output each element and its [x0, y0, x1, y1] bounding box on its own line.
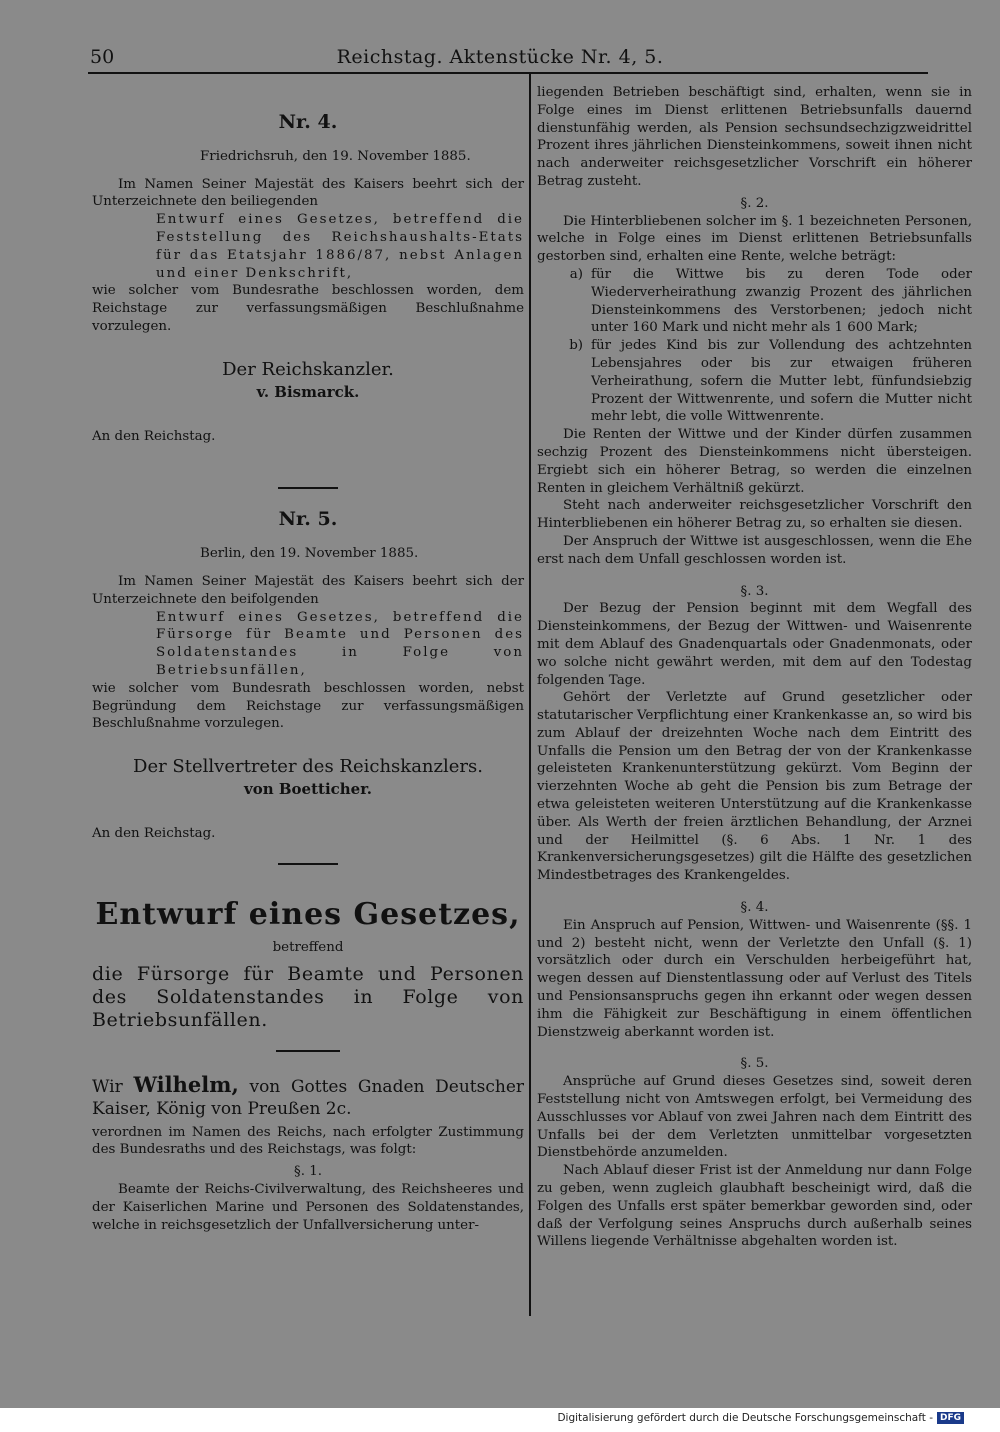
- s1-heading: §. 1.: [294, 1164, 322, 1180]
- s4-paragraph-1: Ein Anspruch auf Pension, Wittwen- und Waisenrente (§§. 1 und 2) besteht nicht, wenn der Verletzte den Unfall (§. 1) vorsätzlich oder durch ein Verschulden herbeigeführt hat, wegen dessen auf Dienstentlassung oder auf Verlust des Titels und Pensionsanspruchs gegen ihn erkannt oder wegen dessen ihm die Fähigkeit zur Beschäftigung in einem öffentlichen Dienstzweig aberkannt worden ist.: [537, 917, 972, 1040]
- page-header: [88, 44, 912, 70]
- s3-paragraph-2: Gehört der Verletzte auf Grund gesetzlicher oder statutarischer Verpflichtung einer Krankenkasse an, so wird bis zum Ablauf der dreizehnten Woche nach dem Eintritt des Unfalls die Pension um den Betrag der von der Krankenkasse geleisteten Krankenunterstützung gekürzt. Vom Beginn der vierzehnten Woche ab geht die Pension bis zum Betrage der etwa geleisteten weiteren Unterstützung auf die Krankenkasse über. Als Werth der freien ärztlichen Behandlung, der Arznei und der Heilmittel (§. 6 Abs. 1 Nr. 1 des Krankenversicherungsgesetzes) gilt die Hälfte des gesetzlichen Mindestbetrages des Krankengeldes.: [537, 690, 972, 884]
- enacting-formula: [92, 1071, 525, 1120]
- nr5-intro: Im Namen Seiner Majestät des Kaisers beehrt sich der Unterzeichnete den beifolgenden: [92, 573, 524, 607]
- nr5-heading: Nr. 5.: [278, 508, 338, 531]
- law-betreffend: betreffend: [272, 939, 344, 955]
- s2-paragraph-2: Die Renten der Wittwe und der Kinder dürfen zusammen sechzig Prozent des Diensteinkommens nicht übersteigen. Ergiebt sich ein höherer Betrag, so werden die einzelnen Renten in gleichem Verhältniß gekürzt.: [537, 427, 972, 496]
- s5-paragraph-2: Nach Ablauf dieser Frist ist der Anmeldung nur dann Folge zu geben, wenn zugleich glaubhaft bescheinigt wird, daß die Folgen des Unfalls erst später bemerkbar geworden sind, oder daß der Verfolgung seines Anspruchs durch außerhalb seines Willens liegende Verhältnisse abgehalten worden ist.: [537, 1163, 972, 1250]
- nr4-outro: wie solcher vom Bundesrathe beschlossen worden, dem Reichstage zur verfassungsmäßigen Beschlußnahme vorzulegen.: [92, 283, 524, 334]
- header-rule: [88, 72, 928, 74]
- law-preamble: verordnen im Namen des Reichs, nach erfolgter Zustimmung des Bundesraths und des Reichstags, was folgt:: [92, 1124, 524, 1158]
- s1-continuation: liegenden Betrieben beschäftigt sind, erhalten, wenn sie in Folge eines im Dienst erlittenen Betriebsunfalls dauernd dienstunfähig werden, als Pension sechsundsechzigzweidrittel Prozent ihres jährlichen Diensteinkommens, soweit ihnen nicht nach anderweiter reichsgesetzlicher Vorschrift ein höherer Betrag zusteht.: [537, 85, 972, 189]
- nr4-heading: Nr. 4.: [278, 111, 338, 133]
- nr5-signature-title: Der Stellvertreter des Reichskanzlers.: [133, 756, 483, 778]
- nr5-addressee: An den Reichstag.: [92, 825, 216, 841]
- s2-item-b-text: für jedes Kind bis zur Vollendung des achtzehnten Lebensjahres oder bis zur etwaigen früheren Verheirathung, sofern die Mutter lebt, fünfundsiebzig Prozent der Wittwenrente, und sofern die Mutter nicht mehr lebt, die volle Wittwenrente.: [591, 338, 972, 425]
- s1-text: Beamte der Reichs-Civilverwaltung, des Reichsheeres und der Kaiserlichen Marine und Personen des Soldatenstandes, welche in reichsgesetzlich der Unfallversicherung unter-: [92, 1181, 524, 1233]
- running-title: Reichstag. Aktenstücke Nr. 4, 5.: [336, 46, 664, 68]
- nr5-bill-title: Entwurf eines Gesetzes, betreffend die Fürsorge für Beamte und Personen des Soldatenstandes in Folge von Betriebsunfällen,: [156, 609, 524, 678]
- law-rule: [276, 1050, 340, 1052]
- right-column: [537, 84, 972, 1251]
- s2-item-b-label: b): [569, 338, 583, 354]
- nr5-dateline: Berlin, den 19. November 1885.: [200, 546, 419, 562]
- emperor-prefix: Wir: [92, 1076, 123, 1097]
- law-title: Entwurf eines Gesetzes,: [95, 896, 521, 932]
- nr4-intro: Im Namen Seiner Majestät des Kaisers beehrt sich der Unterzeichnete den beiliegenden: [92, 176, 524, 210]
- s4-heading: §. 4.: [740, 900, 769, 916]
- s5-paragraph-1: Ansprüche auf Grund dieses Gesetzes sind, soweit deren Feststellung nicht von Amtswegen erfolgt, bei Vermeidung des Ausschlusses vor Ablauf von zwei Jahren nach dem Eintritt des Unfalls bei der dem Verletzten unmittelbar vorgesetzten Dienstbehörde anzumelden.: [537, 1074, 972, 1161]
- column-divider: [529, 74, 531, 1316]
- s2-item-b: [537, 337, 972, 426]
- s2-paragraph-4: Der Anspruch der Wittwe ist ausgeschlossen, wenn die Ehe erst nach dem Unfall geschlossen worden ist.: [537, 533, 972, 567]
- left-column: [92, 84, 524, 1234]
- s2-item-a-label: a): [569, 266, 583, 282]
- nr4-bill-title: Entwurf eines Gesetzes, betreffend die Feststellung des Reichshaushalts-Etats für das Etatsjahr 1886/87, nebst Anlagen und einer Denkschrift,: [156, 212, 524, 281]
- emperor-title: von Gottes Gnaden Deutscher Kaiser, König von Preußen 2c.: [92, 1076, 525, 1119]
- page-number: 50: [90, 46, 115, 68]
- dfg-logo: DFG: [937, 1412, 964, 1424]
- s5-heading: §. 5.: [740, 1056, 769, 1072]
- s2-intro: Die Hinterbliebenen solcher im §. 1 bezeichneten Personen, welche in Folge eines im Dienst erlittenen Betriebsunfalls gestorben sind, erhalten eine Rente, welche beträgt:: [537, 213, 972, 265]
- law-subject: die Fürsorge für Beamte und Personen des Soldatenstandes in Folge von Betriebsunfällen.: [92, 962, 524, 1031]
- s2-paragraph-3: Steht nach anderweiter reichsgesetzlicher Vorschrift den Hinterbliebenen ein höherer Betrag zu, so erhalten sie diesen.: [537, 498, 972, 532]
- s2-heading: §. 2.: [740, 195, 769, 211]
- nr5-outro: wie solcher vom Bundesrath beschlossen worden, nebst Begründung dem Reichstage zur verfassungsmäßigen Beschlußnahme vorzulegen.: [92, 680, 524, 732]
- nr4-dateline: Friedrichsruh, den 19. November 1885.: [200, 148, 471, 164]
- s3-heading: §. 3.: [740, 583, 769, 599]
- digitization-credit: [557, 1412, 964, 1424]
- credit-text: Digitalisierung gefördert durch die Deutsche Forschungsgemeinschaft -: [557, 1412, 933, 1424]
- nr5-signature-name: von Boetticher.: [244, 780, 372, 799]
- emperor-name: Wilhelm,: [133, 1071, 239, 1097]
- s2-item-a-text: für die Wittwe bis zu deren Tode oder Wiederverheirathung zwanzig Prozent des jährlichen Diensteinkommens des Verstorbenen; jedoch nicht unter 160 Mark und nicht mehr als 1 600 Mark;: [591, 266, 972, 336]
- nr4-addressee: An den Reichstag.: [92, 428, 216, 444]
- section-rule: [278, 863, 338, 865]
- s2-item-a: [537, 266, 972, 337]
- s3-paragraph-1: Der Bezug der Pension beginnt mit dem Wegfall des Diensteinkommens, der Bezug der Wittwen- und Waisenrente mit dem Ablauf des Gnadenquartals oder Gnadenmonats, oder wo solche nicht gewährt werden, mit dem auf den Todestag folgenden Tage.: [537, 601, 972, 688]
- nr4-signature-name: v. Bismarck.: [256, 382, 360, 401]
- nr4-signature-title: Der Reichskanzler.: [222, 358, 394, 380]
- section-rule: [278, 487, 338, 489]
